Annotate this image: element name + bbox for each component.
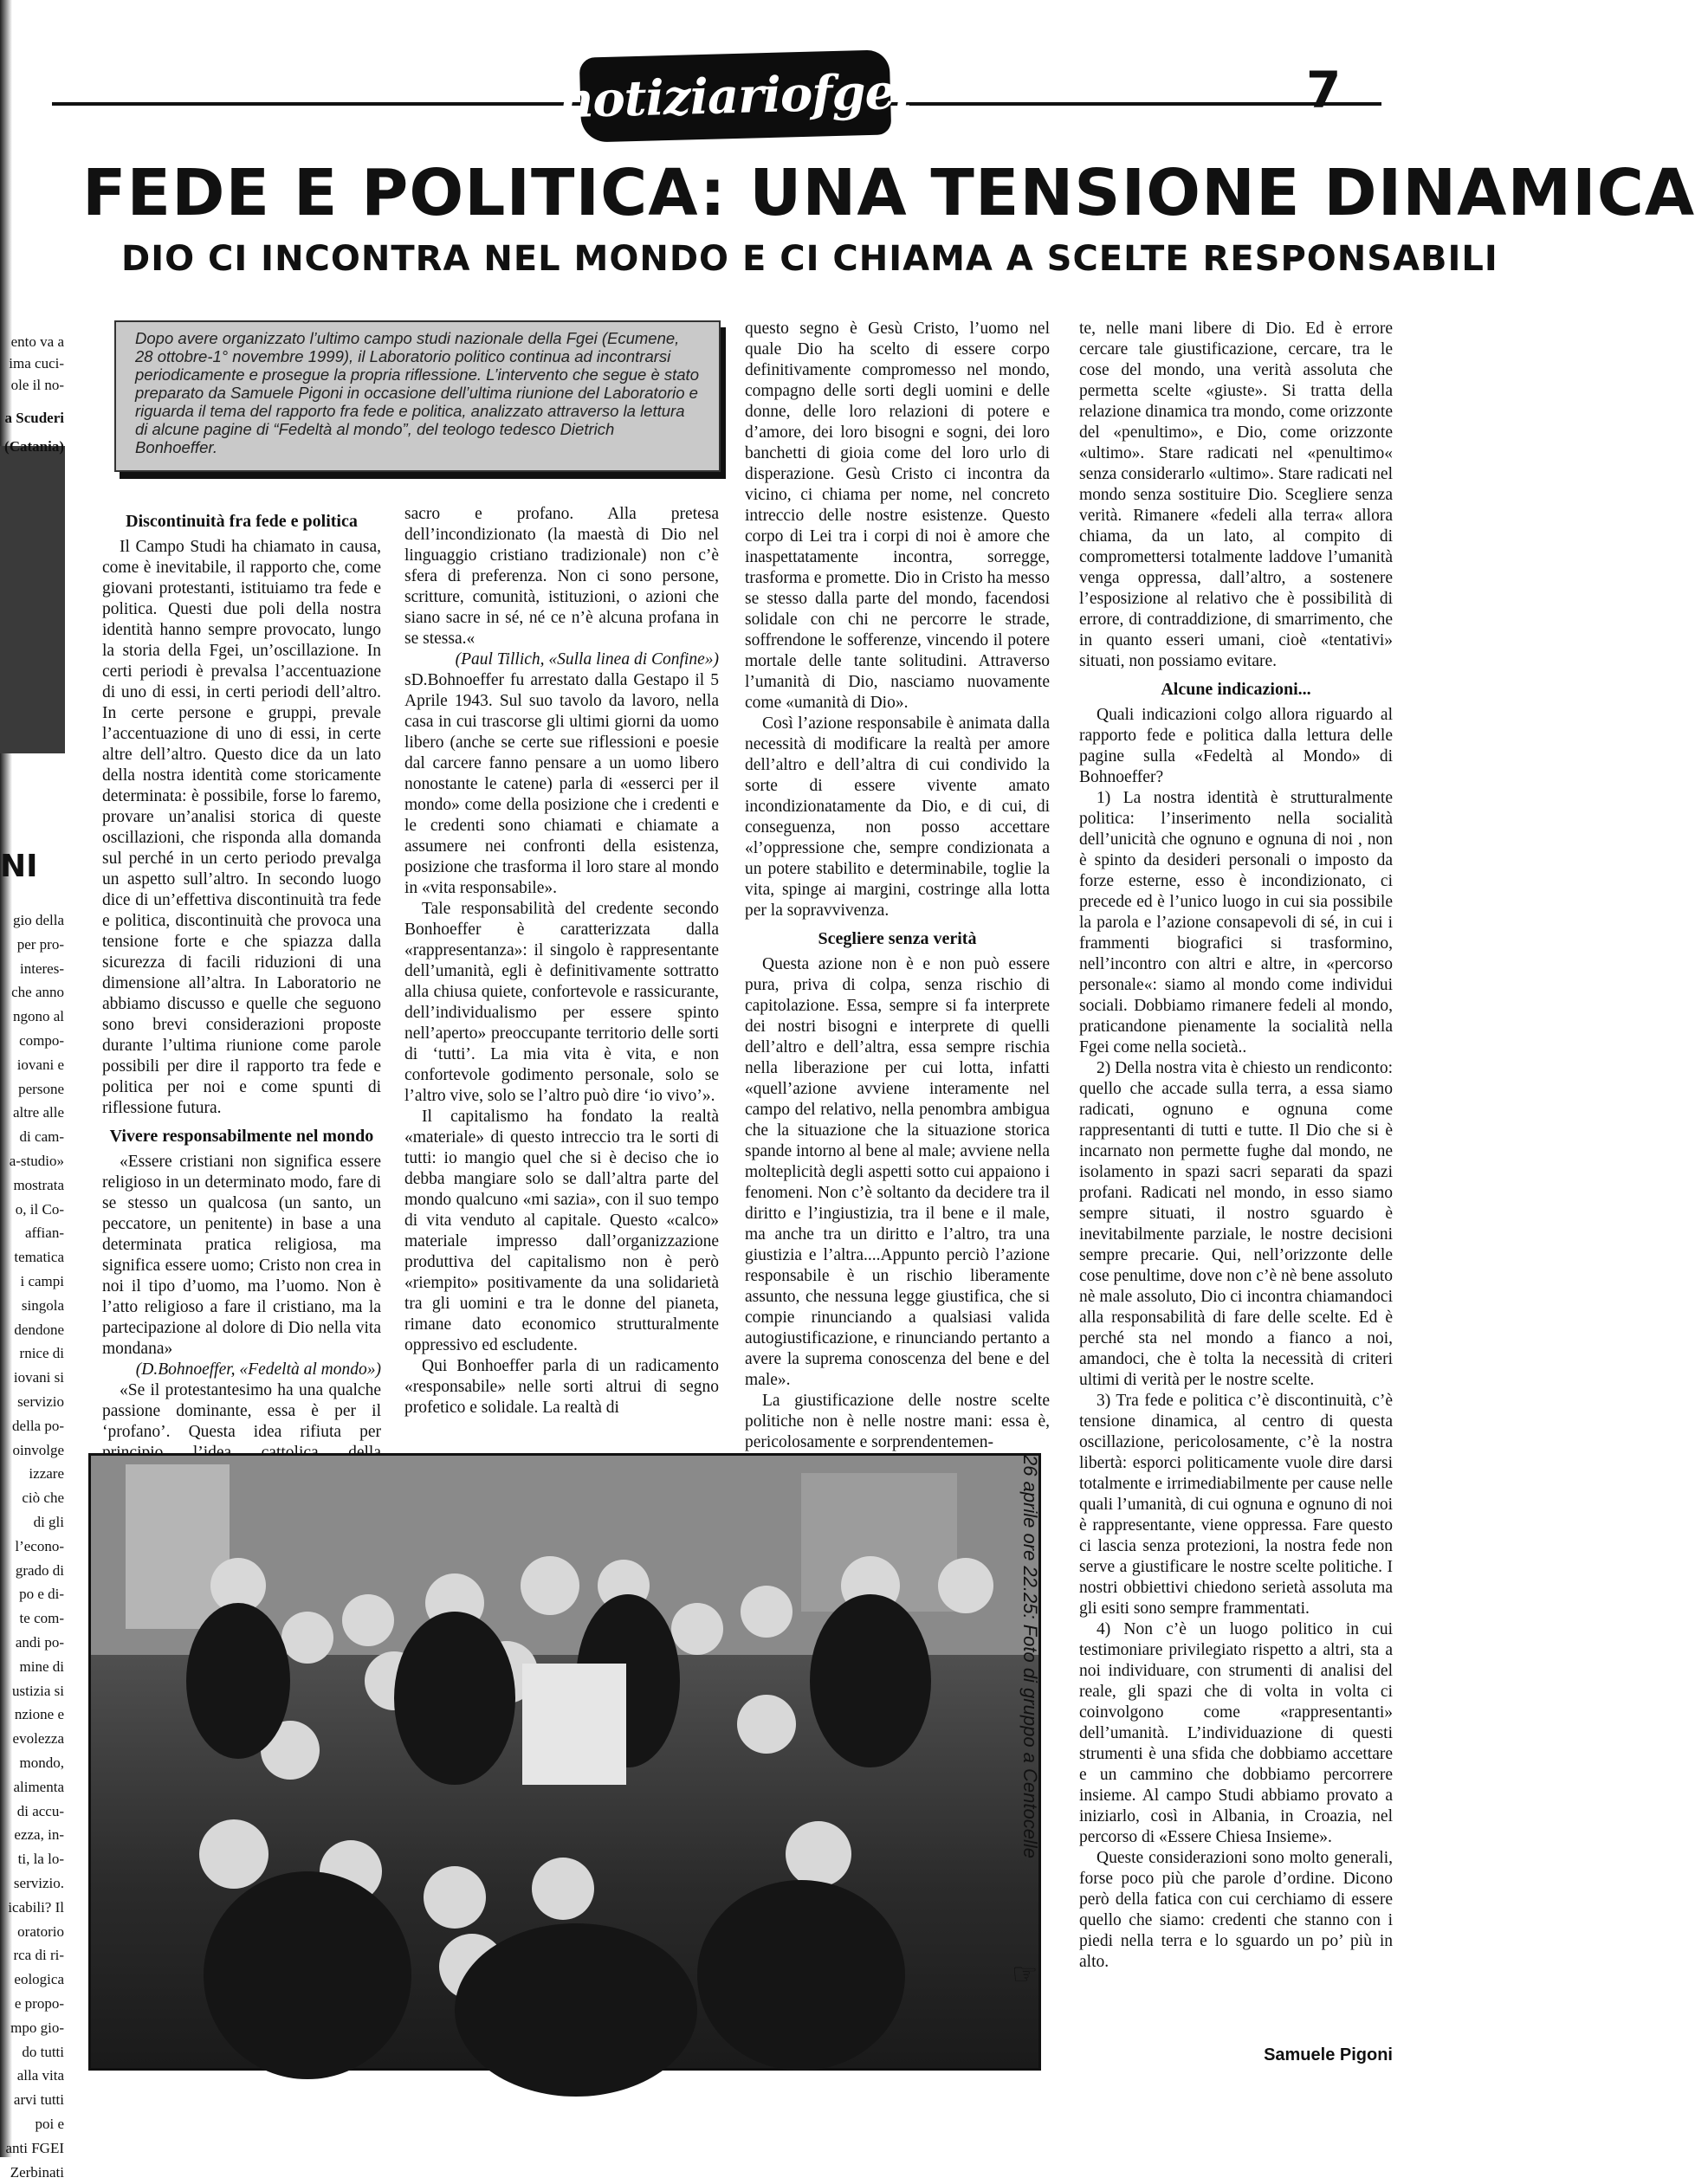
paragraph: Il capitalismo ha fondato la realtà «materiale» di questo intreccio tra le sorti di tutti: io mangio quel che si è deciso che io debba mangiare solo se dall’altra parte del mondo qualcuno «mi sazia», con il suo tempo di vita venduto al capitale. Questo «calco» materiale impresso dall’organizzazione produttiva del capitalismo non è però «riempito» positivamente da una solidarietà tra gli uomini e tra le donne del pianeta, rimane dato economico strutturalmente oppressivo ed escludente. [404, 1108, 719, 1354]
adjacent-page-text-fragment: oinvolge [12, 1441, 64, 1458]
adjacent-page-text-fragment: l’econo- [15, 1537, 64, 1554]
adjacent-page-text-fragment: icabili? Il [8, 1898, 64, 1916]
group-photo-figures [91, 1456, 1038, 2068]
paragraph: Così l’azione responsabile è animata dalla necessità di modificare la realtà per amore dell’altro e dell’altra di cui condivido la sorte di essere vivente amato incondizionatamente da Dio, e di cui, di conseguenza, non posso accettare «l’oppressione che, sempre condizionata a un potere stabilito e determinabile, toglie la vita, spinge ai margini, costringe alla lotta per la sopravvivenza. [745, 714, 1050, 920]
adjacent-page-text-fragment: iovani si [13, 1369, 64, 1386]
adjacent-page-text-fragment: alimenta [13, 1778, 64, 1795]
adjacent-page-text-fragment: servizio [17, 1393, 64, 1410]
adjacent-page-text-fragment: oratorio [17, 1922, 64, 1940]
quote-paragraph: «Se il protestantesimo ha una qualche passione dominante, essa è per il ‘profano’. Questa idea rifiuta per [102, 1381, 381, 1441]
adjacent-page-text-fragment: gio della [12, 912, 64, 928]
intro-box: Dopo avere organizzato l’ultimo campo studi nazionale della Fgei (Ecumene, 28 ottobre-1° novembre 1999), il Laboratorio politico continua ad incontrarsi periodicamente e prosegue la propria riflessione. L’intervento che segue è stato preparato da Samuele Pigoni in occasione dell’ultima riunione del Laboratorio e riguarda il tema del rapporto fra fede e politica, analizzato attraverso la lettura di alcune pagine di “Fedeltà al mondo”, del teologo tedesco Dietrich Bonhoeffer. [114, 320, 721, 472]
group-photo [88, 1453, 1041, 2071]
paragraph: te, nelle mani libere di Dio. Ed è errore cercare tale giustificazione, cercare, tra le cose del mondo, una verità assoluta che permetta scelte «giuste». Si tratta della relazione dinamica tra mondo, come orizzonte del «penultimo», e Dio, come orizzonte «ultimo». Stare radicati nel «penultimo« senza considerarlo «ultimo». Stare radicati nel mondo senza sostituire Dio. Scegliere senza verità. Rimanere «fedeli alla terra« allora chiama, da un lato, al compito di compromettersi totalmente laddove l’umanità venga oppressa, dall’altro, a sostenere l’esposizione al relativo che è possibilità di errore, di contraddizione, di smarrimento, che in quanto esseri umani, cioè «tentativi» situati, non possiamo evitare. [1079, 320, 1393, 670]
adjacent-page-text-fragment: po e di- [19, 1586, 64, 1603]
paragraph: Tale responsabilità del credente secondo Bonhoeffer è caratterizzata dalla «rappresentanza»: il singolo è rappresentante dell’umanità, egli è definitivamente sottratto alla chiusa quiete, confortevole e rassicurante, dell’individualismo per essere spinto nell’aperto» preoccupante territorio delle sorti di ‘tutti’. La mia vita è vita, e non confortevole godimento personale, solo se l’altro vive, solo se l’altro può dire ‘io vivo’». [404, 900, 719, 1105]
adjacent-page-text-fragment: persone [18, 1080, 64, 1097]
adjacent-page-text-fragment: ento va a [10, 333, 64, 350]
quote-paragraph: «Essere cristiani non significa essere religioso in un determinato modo, fare di se stesso un qualcosa (un santo, un peccatore, un penitente) in base a una determinata pratica religiosa, ma significa essere uomo; Cristo non crea in noi il tipo d’uomo, ma l’uomo. Non è l’atto religioso a fare il cristiano, ma la partecipazione al dolore di Dio nella vita mondana» [102, 1153, 381, 1358]
subheadline: DIO CI INCONTRA NEL MONDO E CI CHIAMA A SCELTE RESPONSABILI [121, 239, 1498, 279]
adjacent-page-text-fragment: anti FGEI [5, 2139, 64, 2156]
adjacent-page-text-fragment: di cam- [19, 1128, 64, 1146]
adjacent-page-text-fragment: grado di [15, 1561, 64, 1579]
paragraph: Qui Bonhoeffer parla di un radicamento «responsabile» nelle sorti altrui di segno profetico e solidale. La realtà di [404, 1357, 719, 1417]
section-heading: Scegliere senza verità [818, 929, 977, 948]
adjacent-page-text-fragment: per pro- [16, 935, 64, 953]
adjacent-page-text-fragment: ciò che [22, 1489, 64, 1507]
adjacent-page-text-fragment: della po- [12, 1417, 64, 1434]
adjacent-page-text-fragment: rca di ri- [13, 1947, 64, 1964]
section-heading: Vivere responsabilmente nel mondo [109, 1127, 374, 1146]
adjacent-page-text-fragment: rnice di [19, 1345, 64, 1362]
paragraph: 2) Della nostra vita è chiesto un rendiconto: quello che accade sulla terra, a essa siamo radicati, ognuno e ognuna come rappresentanti di tutti e tutte. Il Dio che si è incarnato non permette fughe dal mondo, ne isolamento in spazi sacri separati da spazi profani. Radicati nel mondo, in esso siamo sempre situati, il nostro sguardo è inevitabilmente parziale, le nostre decisioni sempre precarie. Qui, nell’orizzonte delle cose penultime, dove non c’è nè bene assoluto nè male assoluto, Dio ci incontra chiamandoci alla responsabilità di fare delle scelte. Ed è perché sta nel mondo a fianco a noi, amandoci, che è tolta la necessità di criteri ultimi di verità per le nostre scelte. [1079, 1059, 1393, 1389]
paragraph: 4) Non c’è un luogo politico in cui testimoniare privilegiato rispetto a altri, sta a noi individuare, con strumenti di analisi del reale, gli spazi che di volta in volta ci coinvolgono come «rappresentanti» dell’umanità. L’individuazione di questi strumenti è una sfida che dobbiamo accettare e un cammino che dobbiamo percorrere insieme. Al campo Studi abbiamo provato a iniziarlo, così in Albania, in Croazia, nel percorso di «Essere Chiesa Insieme». [1079, 1620, 1393, 1846]
paragraph: Il Campo Studi ha chiamato in causa, come è inevitabile, il rapporto che, come giovani protestanti, istituiamo tra fede e politica. Questi due poli della nostra identità hanno sempre provocato, lungo la storia della Fgei, un’oscillazione. In certi periodi è prevalsa l’accentuazione di uno di essi, in certi periodi dell’altro. In certe persone e gruppi, prevale l’accentuazione di uno di essi, in certe altre dell’altro. Questo dice da un lato della nostra identità come storicamente determinata: è possibile, forse lo faremo, provare un’analisi storica di queste oscillazioni, che risponda alla domanda sul perché in un certo periodo prevalga un aspetto sull’altro. In secondo luogo dice di un’effettiva discontinuità tra fede e politica, discontinuità che provoca una tensione forte e che spiazza dalla sicurezza di facili riduzioni di una dimensione all’altra. In Laboratorio ne abbiamo discusso e quelle che seguono sono brevi considerazioni proposte durante l’ultima riunione come parole possibili per dire il rapporto tra fede e politica per noi e come spunti di riflessione futura. [102, 538, 381, 1117]
adjacent-page-text-fragment: a-studio» [9, 1153, 64, 1169]
adjacent-page-text-fragment: affian- [25, 1224, 64, 1242]
photo-caption-text: 26 aprile ore 22.25: Foto di gruppo a Centocelle [1019, 1455, 1041, 1858]
citation: (D.Bohnoeffer, «Fedeltà al mondo») [135, 1360, 381, 1379]
adjacent-page-text-fragment: singola [21, 1296, 64, 1314]
adjacent-page-text-fragment: poi e [35, 2116, 64, 2132]
paragraph: questo segno è Gesù Cristo, l’uomo nel quale Dio ha scelto di essere corpo definitivamente compromesso nel mondo, compagno delle sorti degli uomini e delle donne, delle loro relazioni di potere e d’amore, dei loro bisogni e sogni, dei loro banchetti di gioia come del loro urlo di disperazione. Gesù Cristo ci incontra da vicino, ci chiama per nome, nel concreto intreccio delle nostre esistenze. Questo corpo di Lei tra i corpi di noi è amore che inaspettatamente incontra, sorregge, trasforma e promette. Dio in Cristo ha messo se stesso dalla parte del mondo, facendosi solidale con chi ne percorre le strade, soffrendone le sofferenze, vincendo il potere mortale delle tante solitudini. Attraverso l’umanità di Dio, nasciamo nuovamente come «umanità di Dio». [745, 320, 1050, 712]
adjacent-page-text-fragment: servizio. [13, 1875, 64, 1891]
adjacent-page-text-fragment: che anno [11, 984, 64, 1001]
adjacent-page-text-fragment: ustizia si [12, 1682, 64, 1699]
adjacent-page-text-fragment: ima cuci- [9, 355, 64, 372]
paragraph: 3) Tra fede e politica c’è discontinuità, c’è tensione dinamica, al centro di questa oscillazione, pericolosamente, c’è la nostra libertà: esporci politicamente vuole dire darsi totalmente e irrimediabilmente per cause nelle quali l’umanità, di cui ognuna e ognuno di noi è rappresentante, viene oppressa. Fare questo ci lascia senza protezioni, la nostra fede non serve a giustificare le nostre scelte politiche. I nostri obbiettivi chiedono serietà assoluta ma gli esiti sono sempre frammentati. [1079, 1392, 1393, 1618]
adjacent-page-text-fragment: evolezza [12, 1730, 64, 1748]
adjacent-page-text-fragment: dendone [14, 1321, 64, 1338]
adjacent-page-text-fragment: nzione e [14, 1706, 64, 1723]
adjacent-page-strip [0, 320, 69, 2181]
adjacent-page-text-fragment: eologica [14, 1971, 64, 1988]
adjacent-page-text-fragment: ti, la lo- [17, 1851, 64, 1868]
section-heading: Discontinuità fra fede e politica [126, 512, 358, 531]
adjacent-page-text-fragment: do tutti [22, 2043, 64, 2060]
adjacent-page-text-fragment: interes- [20, 960, 64, 977]
adjacent-page-text-fragment: arvi tutti [13, 2091, 64, 2109]
adjacent-page-heading: NI [0, 849, 38, 884]
paragraph: Quali indicazioni colgo allora riguardo al rapporto fede e politica dalla lettura delle pagine sulla «Fedeltà al Mondo» di Bohnoeffer? [1079, 706, 1393, 786]
adjacent-page-text-fragment: compo- [19, 1032, 64, 1049]
article-column-2 [404, 504, 719, 1418]
adjacent-page-text-fragment: ezza, in- [14, 1826, 64, 1844]
masthead-logo: notiziariofgei [579, 49, 891, 142]
adjacent-page-text-fragment: izzare [29, 1465, 64, 1483]
adjacent-page-text-fragment: mostrata [13, 1176, 64, 1193]
adjacent-page-text-fragment: mpo gio- [10, 2019, 64, 2036]
paragraph: sacro e profano. Alla pretesa dell’incondizionato (la maestà di Dio nel linguaggio cristiano tradizionale) non c’è sfera di preferenza. Non ci sono persone, scritture, comunità, istituzioni, o azioni che siano sacre in sé, né ce n’è alcuna profana in se stessa.« [404, 505, 719, 648]
paragraph: Questa azione non è e non può essere pura, priva di colpa, senza rischio di capitolazione. Essa, sempre si fa interprete dei nostri bisogni e interprete di quelli dell’altro e dell’altra, essa sempre rischia nella liberazione per cui lotta, infatti «quell’azione avviene interamente nel campo del relativo, nella penombra ambigua che la situazione che la situazione storica spande intorno al bene al male; avviene nella molteplicità degli aspetti sotto cui appaiono i fenomeni. Non c’è soltanto da decidere tra il diritto e l’ingiustizia, tra il bene e il male, ma anche tra un diritto e l’altro, tra una giustizia e l’altra....Appunto perciò l’azione responsabile è un rischio liberamente assunto, che nessuna legge giustifica, che si compie rinunciando a qualsiasi valida autogiustificazione, e rinunciando pertanto a avere la suprema conoscenza del bene e del male». [745, 955, 1050, 1389]
adjacent-page-text-fragment: ole il no- [10, 377, 64, 393]
adjacent-page-text-fragment: Zerbinati [10, 2163, 64, 2181]
headline: FEDE E POLITICA: UNA TENSIONE DINAMICA [82, 156, 1695, 230]
citation: (Paul Tillich, «Sulla linea di Confine») [455, 650, 719, 669]
adjacent-page-text-fragment: o, il Co- [15, 1200, 64, 1218]
adjacent-page-text-fragment: ngono al [12, 1008, 64, 1025]
adjacent-page-text-fragment: di gli [33, 1514, 64, 1530]
paragraph: La giustificazione delle nostre scelte politiche non è nelle nostre mani: essa è, pericolosamente e sorprendentemen- [745, 1392, 1050, 1451]
article-column-4 [1079, 319, 1393, 1973]
page-number: 7 [1306, 61, 1342, 120]
adjacent-page-text-fragment: a Scuderi [4, 410, 64, 426]
paragraph: 1) La nostra identità è strutturalmente politica: l’inserimento nella socialità dell’unicità che ognuno e ognuna di noi , non è spinto da desideri personali o imposto da forze esterne, esso è incondizionato, ci precede ed è l’unico luogo in cui sia possibile la parola e l’azione consapevoli di sé, in cui i frammenti biografici si trasformino, nell’incontro con altri e altre, in «percorso personale«: siamo al mondo come individui sociali. Dobbiamo rimanere fedeli al mondo, praticandone pienamente la socialità nella Fgei come nella società.. [1079, 789, 1393, 1056]
paragraph: sD.Bohnoeffer fu arrestato dalla Gestapo il 5 Aprile 1943. Sul suo tavolo da lavoro, nella casa in cui trascorse gli ultimi giorni da uomo libero (anche se certe sue riflessioni e poesie dal carcere fanno pensare a un uomo libero nonostante le catene) parla di «esserci per il mondo» come della posizione che i credenti e le credenti sono chiamati e chiamate a assumere nei confronti della esistenza, posizione che trasforma il loro stare al mondo in «vita responsabile». [404, 671, 719, 897]
adjacent-page-text-fragment: altre alle [13, 1104, 64, 1121]
author-signature: Samuele Pigoni [1264, 2045, 1393, 2064]
adjacent-page-text-fragment: iovani e [16, 1056, 64, 1073]
adjacent-page-text-fragment: mine di [19, 1657, 64, 1675]
adjacent-page-text-fragment: andi po- [15, 1634, 64, 1651]
paragraph: Queste considerazioni sono molto generali, forse poco più che parole d’ordine. Dicono però della fatica con cui cerchiamo di essere quello che siamo: credenti che stanno con i piedi nella terra e lo sguardo un po’ più in alto. [1079, 1849, 1393, 1971]
adjacent-page-text-fragment: i campi [20, 1273, 64, 1289]
adjacent-page-text-fragment: tematica [14, 1249, 64, 1266]
section-heading: Alcune indicazioni... [1161, 680, 1311, 699]
article-column-1 [102, 504, 381, 1484]
adjacent-page-text-fragment: e propo- [14, 1995, 64, 2012]
pointing-hand-icon: ☞ [1012, 1958, 1038, 1991]
adjacent-page-text-fragment: (Catania) [4, 438, 64, 455]
adjacent-page-text-fragment: te com- [19, 1610, 64, 1627]
adjacent-page-text-fragment: alla vita [16, 2067, 64, 2084]
adjacent-page-text-fragment: di accu- [16, 1802, 64, 1819]
adjacent-page-text-fragment: mondo, [19, 1754, 64, 1771]
article-column-3 [745, 319, 1050, 1453]
photo-caption [1005, 1455, 1048, 1940]
